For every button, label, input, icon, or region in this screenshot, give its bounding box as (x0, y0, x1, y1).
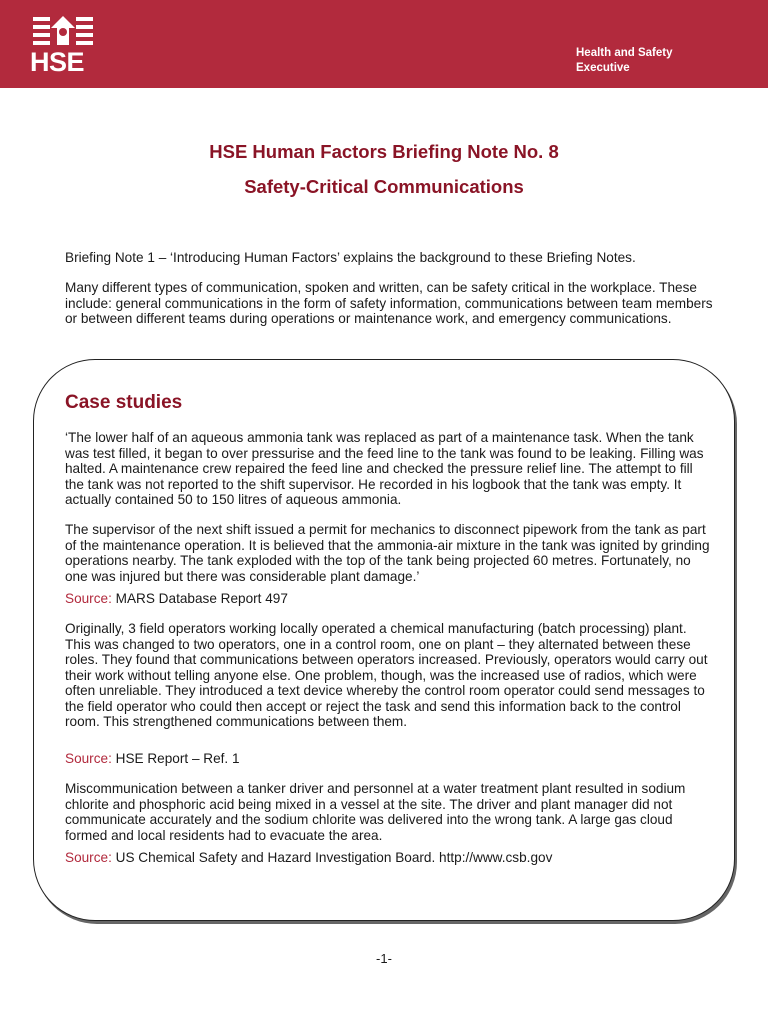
source-label: Source: (65, 591, 112, 606)
case-studies-heading: Case studies (65, 392, 183, 413)
source-text: HSE Report – Ref. 1 (111, 751, 240, 766)
case-study-1-paragraph-2: The supervisor of the next shift issued a permit for mechanics to disconnect pipework from the tank as part of the maintenance operation. It is believed that the ammonia-air mixture in the tank was ignited by grinding operations nearby. The tank exploded with the top of the tank being projected 60 metres. Fortunately, no one was injured but there was considerable plant damage.’ (65, 522, 710, 584)
hse-logo-text: HSE (30, 47, 85, 77)
case-study-1-paragraph-1: ‘The lower half of an aqueous ammonia tank was replaced as part of a maintenance task. When the tank was test filled, it began to over pressurise and the feed line to the tank was found to be leaking. Filling was halted. A maintenance crew repaired the feed line and checked the pressure relief line. The attempt to fill the tank was not reported to the shift supervisor. He recorded in his logbook that the tank was empty. It actually contained 50 to 150 litres of aqueous ammonia. (65, 430, 704, 507)
organisation-name (576, 46, 726, 76)
organisation-name-line-2: Executive (576, 62, 630, 74)
case-study-2-source (65, 751, 715, 767)
source-label: Source: (65, 850, 112, 865)
hse-logo (30, 14, 96, 76)
case-study-3-source (65, 850, 715, 866)
source-text: US Chemical Safety and Hazard Investigation Board. http://www.csb.gov (111, 850, 553, 865)
page-number: -1- (376, 951, 392, 966)
intro-paragraph-2: Many different types of communication, spoken and written, can be safety critical in the workplace. These include: general communications in the form of safety information, communications between team members or between different teams during operations or maintenance work, and emergency communications. (65, 280, 713, 326)
hse-logo-emblem-icon (33, 14, 93, 48)
source-label: Source: (65, 751, 112, 766)
case-study-3-paragraph: Miscommunication between a tanker driver and personnel at a water treatment plant resulted in sodium chlorite and phosphoric acid being mixed in a vessel at the site. The driver and plant manager did not communicate accurately and the sodium chlorite was delivered into the wrong tank. A large gas cloud formed and local residents had to evacuate the area. (65, 781, 686, 843)
case-study-1-source (65, 591, 715, 607)
document-subtitle: Safety-Critical Communications (244, 176, 524, 197)
document-title: HSE Human Factors Briefing Note No. 8 (209, 141, 559, 162)
intro-paragraph-1: Briefing Note 1 – ‘Introducing Human Factors’ explains the background to these Briefing Notes. (65, 250, 636, 265)
organisation-name-line-1: Health and Safety (576, 47, 673, 59)
header-band (0, 0, 768, 88)
case-study-2-paragraph: Originally, 3 field operators working locally operated a chemical manufacturing (batch processing) plant. This was changed to two operators, one in a control room, one on plant – they alternated between these roles. They found that communications between operators increased. Previously, operators would carry out their work without telling anyone else. One problem, though, was the increased use of radios, which were often unreliable. They introduced a text device whereby the control room operator could send messages to the field operator who could then accept or reject the task and send this information back to the control room. This strengthened communications between them. (65, 621, 708, 729)
source-text: MARS Database Report 497 (111, 591, 288, 606)
